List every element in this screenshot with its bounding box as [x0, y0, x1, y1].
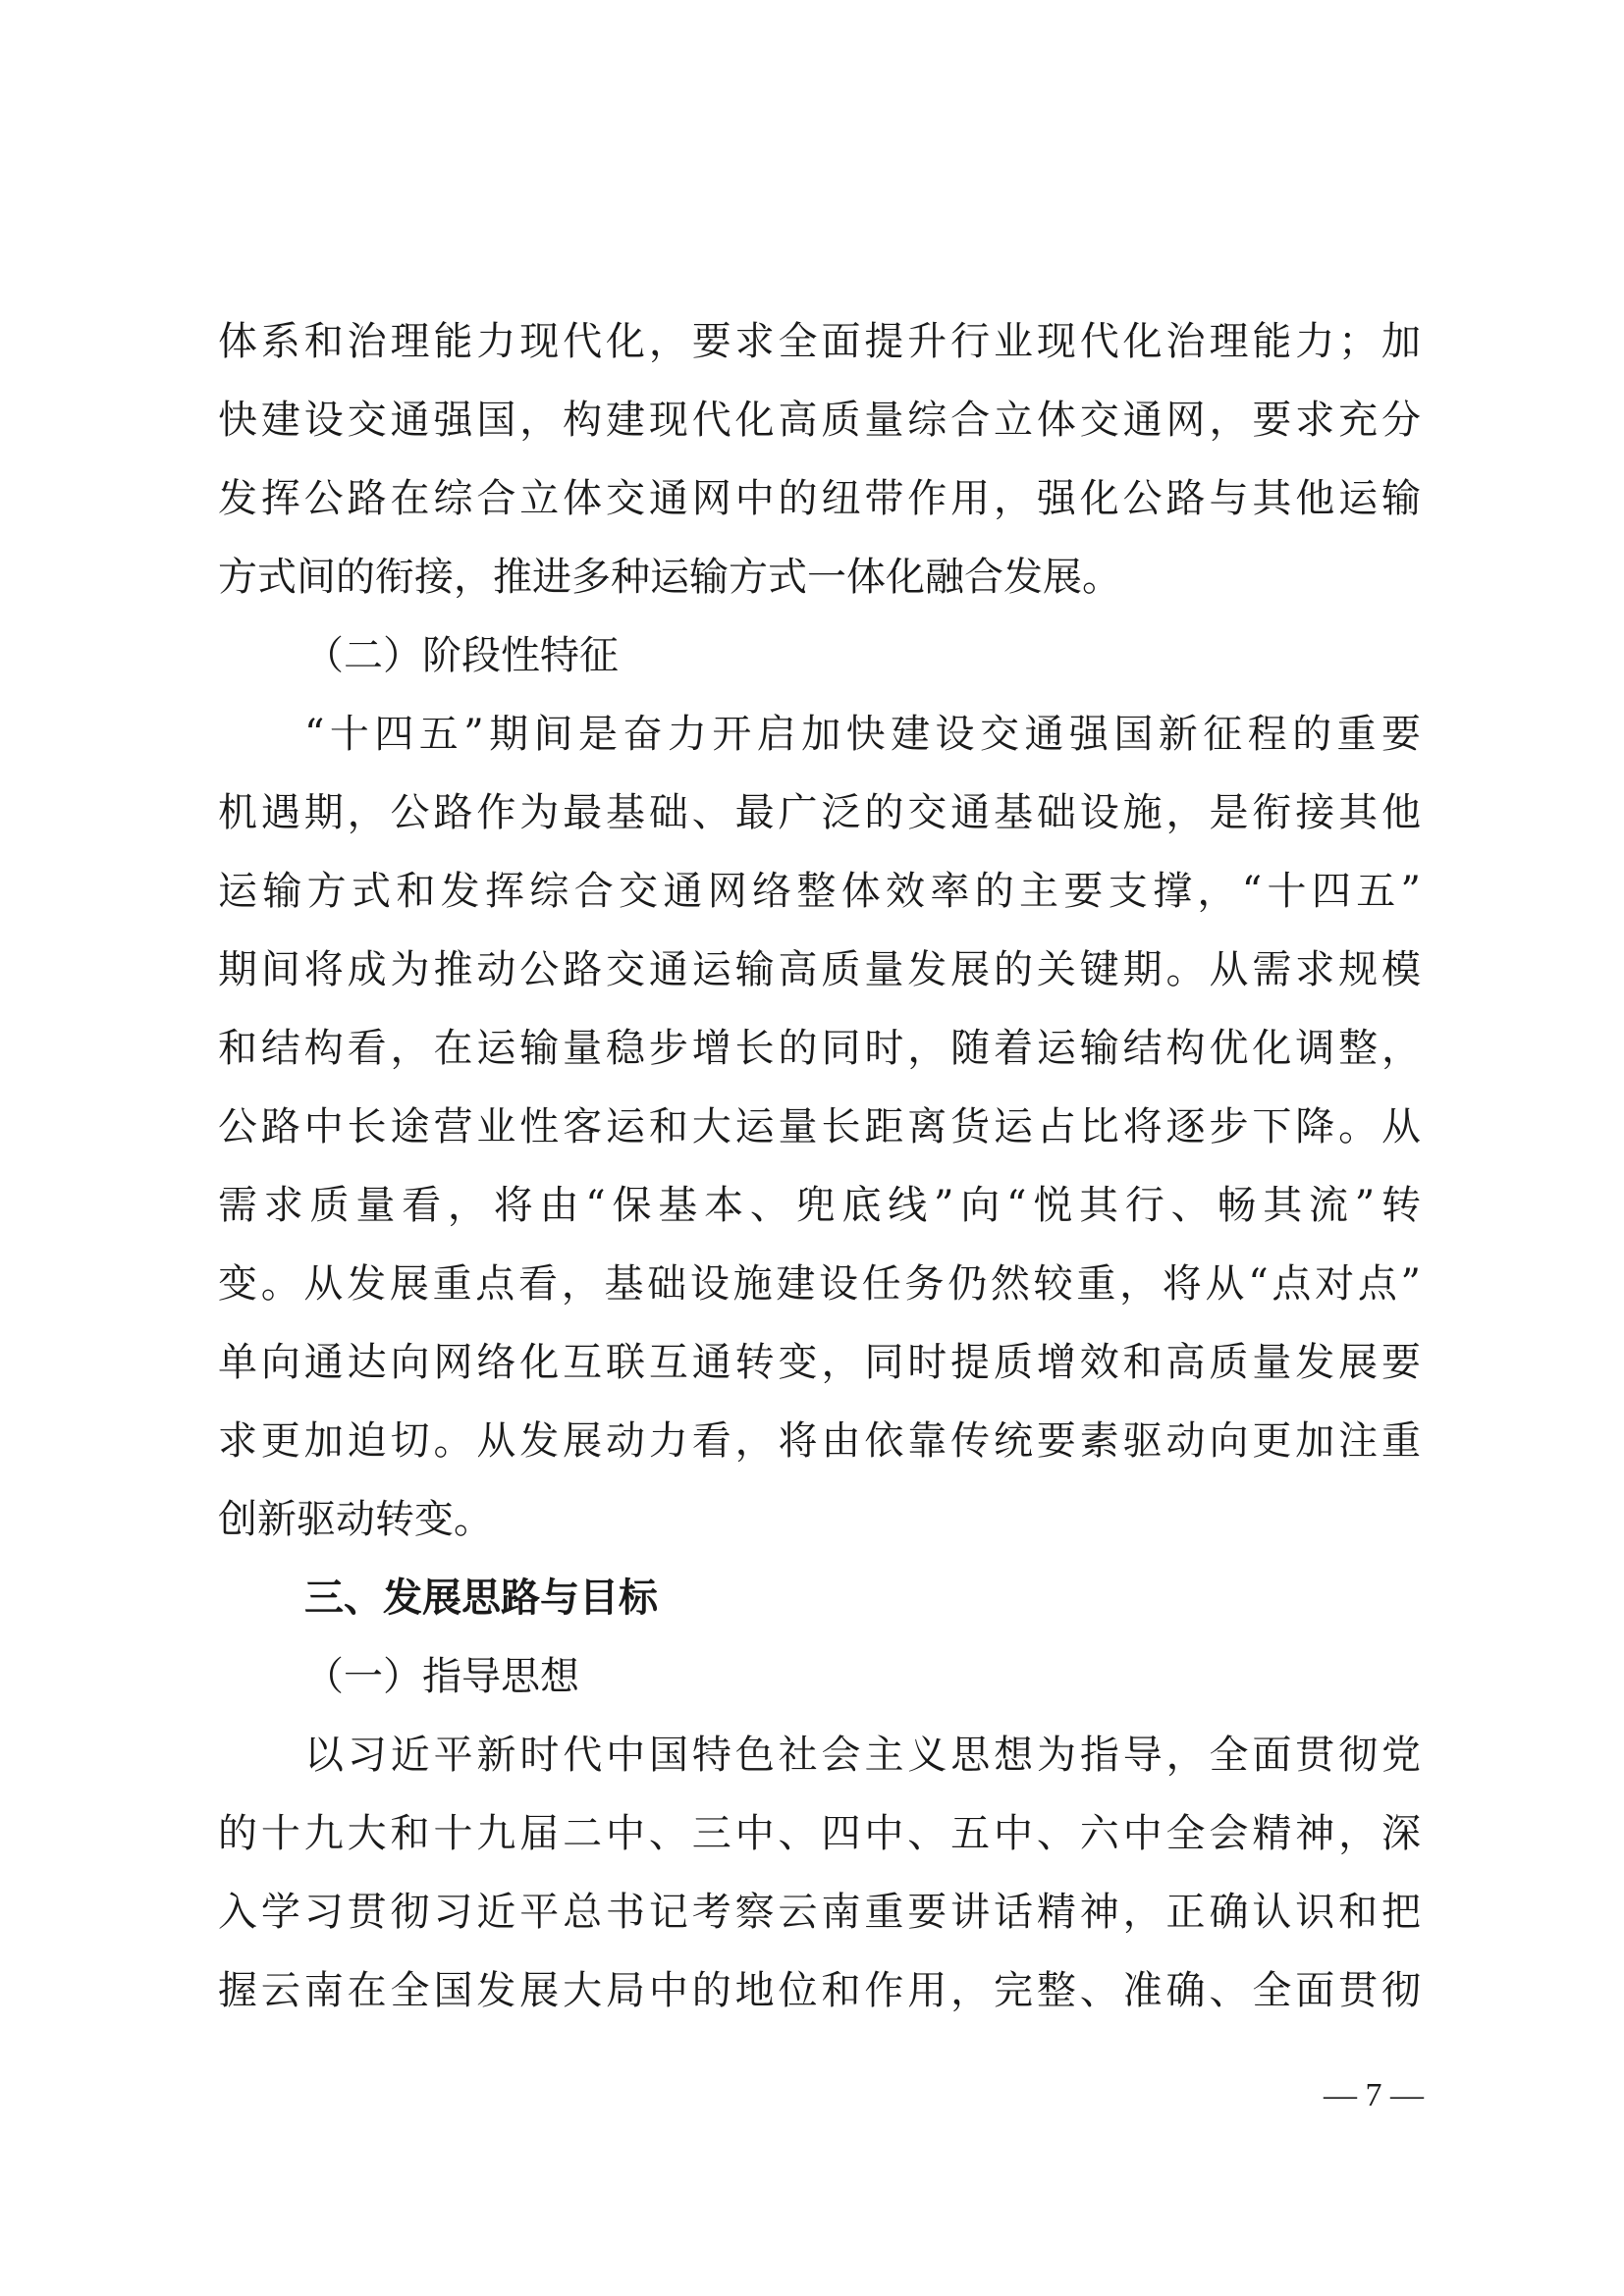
paragraph-line: “十四五”期间是奋力开启加快建设交通强国新征程的重要	[304, 712, 1421, 757]
paragraph-line: 体系和治理能力现代化，要求全面提升行业现代化治理能力；加	[218, 319, 1421, 364]
section-heading: （一）指导思想	[304, 1654, 579, 1699]
paragraph-line: 变。从发展重点看，基础设施建设任务仍然较重，将从“点对点”	[218, 1261, 1421, 1307]
page-number: — 7 —	[1324, 2077, 1424, 2113]
paragraph-line: 的十九大和十九届二中、三中、四中、五中、六中全会精神，深	[218, 1811, 1421, 1856]
chapter-heading: 三、发展思路与目标	[304, 1575, 658, 1621]
paragraph-line: 机遇期，公路作为最基础、最广泛的交通基础设施，是衔接其他	[218, 790, 1421, 835]
paragraph-line: 创新驱动转变。	[218, 1497, 493, 1542]
paragraph-line: 快建设交通强国，构建现代化高质量综合立体交通网，要求充分	[218, 398, 1421, 443]
section-heading: （二）阶段性特征	[304, 633, 619, 678]
paragraph-line: 入学习贯彻习近平总书记考察云南重要讲话精神，正确认识和把	[218, 1890, 1421, 1935]
paragraph-line: 公路中长途营业性客运和大运量长距离货运占比将逐步下降。从	[218, 1104, 1421, 1149]
paragraph-line: 发挥公路在综合立体交通网中的纽带作用，强化公路与其他运输	[218, 476, 1421, 521]
paragraph-line: 方式间的衔接，推进多种运输方式一体化融合发展。	[218, 555, 1121, 600]
paragraph-line: 求更加迫切。从发展动力看，将由依靠传统要素驱动向更加注重	[218, 1418, 1421, 1464]
paragraph-line: 需求质量看，将由“保基本、兜底线”向“悦其行、畅其流”转	[218, 1183, 1421, 1228]
paragraph-line: 运输方式和发挥综合交通网络整体效率的主要支撑，“十四五”	[218, 869, 1421, 914]
paragraph-line: 单向通达向网络化互联互通转变，同时提质增效和高质量发展要	[218, 1340, 1421, 1385]
paragraph-line: 以习近平新时代中国特色社会主义思想为指导，全面贯彻党	[304, 1733, 1421, 1778]
body-text	[218, 302, 1421, 2030]
paragraph-line: 期间将成为推动公路交通运输高质量发展的关键期。从需求规模	[218, 947, 1421, 992]
paragraph-line: 握云南在全国发展大局中的地位和作用，完整、准确、全面贯彻	[218, 1968, 1421, 2013]
paragraph-line: 和结构看，在运输量稳步增长的同时，随着运输结构优化调整，	[218, 1026, 1421, 1071]
